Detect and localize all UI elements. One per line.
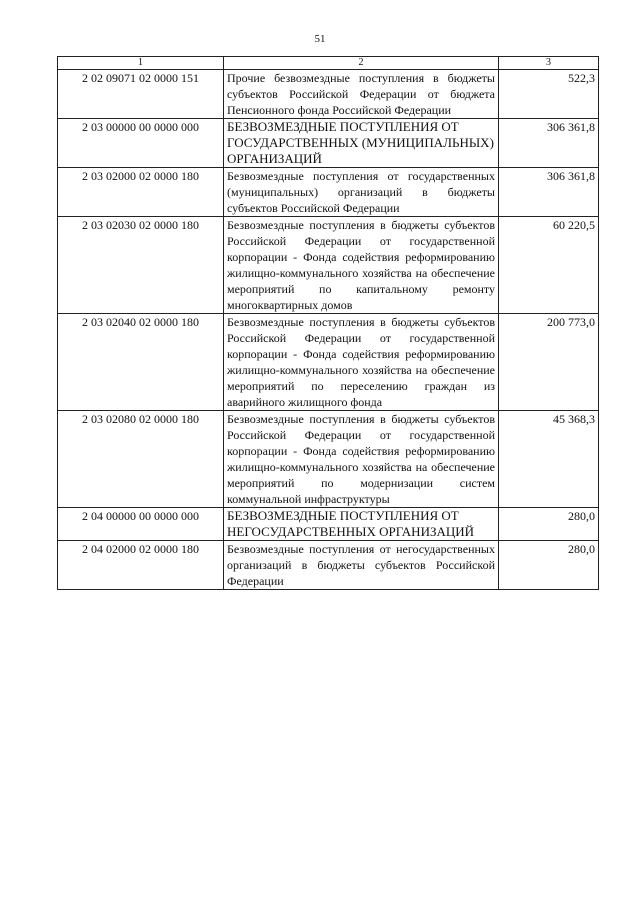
budget-code-cell: 2 04 00000 00 0000 000 <box>58 508 224 541</box>
table-row <box>58 70 599 119</box>
column-number-row <box>58 57 599 70</box>
budget-code-cell: 2 03 02040 02 0000 180 <box>58 314 224 411</box>
revenue-name-cell: Безвозмездные поступления в бюджеты субъектов Российской Федерации от государственной корпорации - Фонда содействия реформированию жилищно-коммунального хозяйства на обеспечение мероприятий по модернизации систем коммунальной инфраструктуры <box>224 411 499 508</box>
amount-cell: 306 361,8 <box>499 119 599 168</box>
revenue-name-cell: БЕЗВОЗМЕЗДНЫЕ ПОСТУПЛЕНИЯ ОТ НЕГОСУДАРСТВЕННЫХ ОРГАНИЗАЦИЙ <box>224 508 499 541</box>
revenue-name-cell: Безвозмездные поступления от государственных (муниципальных) организаций в бюджеты субъектов Российской Федерации <box>224 168 499 217</box>
amount-cell: 280,0 <box>499 541 599 590</box>
revenue-name-cell: Безвозмездные поступления в бюджеты субъектов Российской Федерации от государственной корпорации - Фонда содействия реформированию жилищно-коммунального хозяйства на обеспечение мероприятий по переселению граждан из аварийного жилищного фонда <box>224 314 499 411</box>
column-number: 3 <box>499 57 599 70</box>
revenue-name-cell: БЕЗВОЗМЕЗДНЫЕ ПОСТУПЛЕНИЯ ОТ ГОСУДАРСТВЕННЫХ (МУНИЦИПАЛЬНЫХ) ОРГАНИЗАЦИЙ <box>224 119 499 168</box>
table-row <box>58 217 599 314</box>
budget-code-cell: 2 03 00000 00 0000 000 <box>58 119 224 168</box>
table-body <box>58 70 599 590</box>
table-row <box>58 508 599 541</box>
table-row <box>58 314 599 411</box>
table-row <box>58 411 599 508</box>
table-row <box>58 541 599 590</box>
amount-cell: 522,3 <box>499 70 599 119</box>
budget-code-cell: 2 03 02000 02 0000 180 <box>58 168 224 217</box>
budget-code-cell: 2 02 09071 02 0000 151 <box>58 70 224 119</box>
revenue-name-cell: Безвозмездные поступления в бюджеты субъектов Российской Федерации от государственной корпорации - Фонда содействия реформированию жилищно-коммунального хозяйства на обеспечение мероприятий по капитальному ремонту многоквартирных домов <box>224 217 499 314</box>
revenue-name-cell: Безвозмездные поступления от негосударственных организаций в бюджеты субъектов Российской Федерации <box>224 541 499 590</box>
column-number: 2 <box>224 57 499 70</box>
table-row <box>58 168 599 217</box>
amount-cell: 280,0 <box>499 508 599 541</box>
budget-code-cell: 2 04 02000 02 0000 180 <box>58 541 224 590</box>
amount-cell: 60 220,5 <box>499 217 599 314</box>
amount-cell: 306 361,8 <box>499 168 599 217</box>
amount-cell: 45 368,3 <box>499 411 599 508</box>
column-number: 1 <box>58 57 224 70</box>
page-number: 51 <box>314 33 326 45</box>
amount-cell: 200 773,0 <box>499 314 599 411</box>
table-row <box>58 119 599 168</box>
revenue-table <box>57 56 599 590</box>
budget-code-cell: 2 03 02080 02 0000 180 <box>58 411 224 508</box>
revenue-name-cell: Прочие безвозмездные поступления в бюджеты субъектов Российской Федерации от бюджета Пенсионного фонда Российской Федерации <box>224 70 499 119</box>
budget-code-cell: 2 03 02030 02 0000 180 <box>58 217 224 314</box>
